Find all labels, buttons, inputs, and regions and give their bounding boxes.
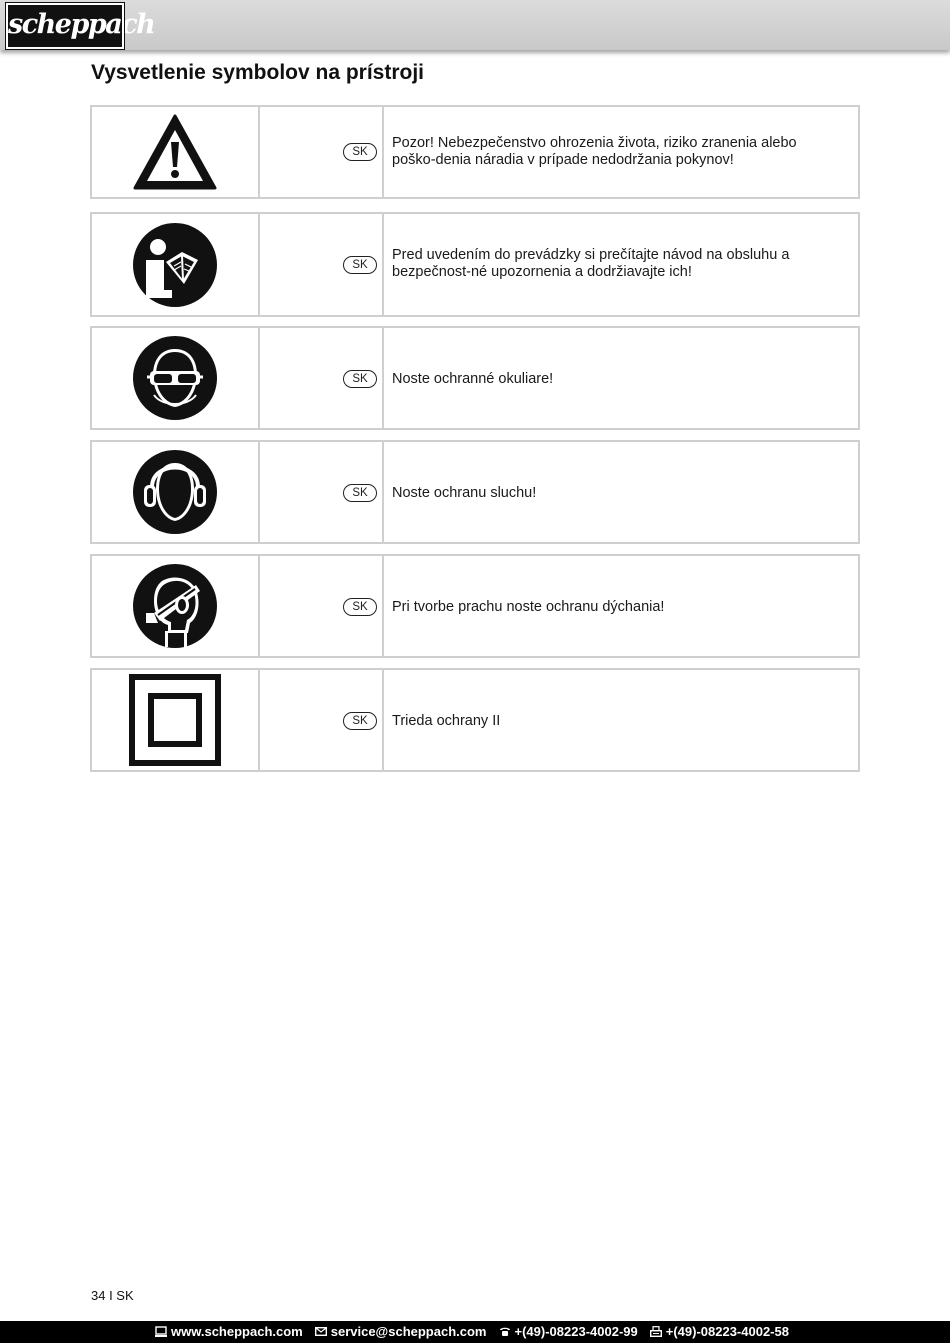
language-badge: SK (343, 598, 377, 616)
language-cell (260, 440, 384, 544)
phone-icon (499, 1326, 511, 1337)
language-badge: SK (343, 712, 377, 730)
description-cell: Trieda ochrany II (384, 668, 860, 772)
dust-mask-icon (132, 563, 218, 649)
symbol-cell (90, 668, 260, 772)
page-number: 34 I SK (91, 1288, 134, 1303)
table-row (90, 212, 860, 317)
ear-protection-icon (132, 449, 218, 535)
description-cell: Pri tvorbe prachu noste ochranu dýchania! (384, 554, 860, 658)
footer-bar (0, 1321, 950, 1343)
table-row (90, 105, 860, 199)
mail-icon (315, 1326, 327, 1337)
symbol-cell (90, 326, 260, 430)
page-title: Vysvetlenie symbolov na prístroji (91, 61, 425, 84)
symbol-cell (90, 105, 260, 199)
website-link[interactable]: www.scheppach.com (171, 1324, 303, 1339)
protection-class-ii-icon (129, 674, 221, 766)
fax-icon (650, 1326, 662, 1337)
fax-number[interactable]: +(49)-08223-4002-58 (665, 1324, 789, 1339)
phone-number[interactable]: +(49)-08223-4002-99 (514, 1324, 638, 1339)
header-bar (0, 0, 950, 50)
language-badge: SK (343, 484, 377, 502)
scheppach-logo[interactable]: scheppach (6, 3, 124, 49)
language-badge: SK (343, 256, 377, 274)
description-cell: Noste ochranné okuliare! (384, 326, 860, 430)
symbol-cell (90, 212, 260, 317)
description-cell: Noste ochranu sluchu! (384, 440, 860, 544)
email-link[interactable]: service@scheppach.com (330, 1324, 487, 1339)
table-row (90, 554, 860, 658)
footer-email[interactable] (315, 1324, 487, 1339)
table-row (90, 668, 860, 772)
language-badge: SK (343, 143, 377, 161)
table-row (90, 326, 860, 430)
description-cell: Pred uvedením do prevádzky si prečítajte návod na obsluhu a bezpečnost-né upozornenia a dodržiavajte ich! (384, 212, 860, 317)
read-manual-icon (132, 222, 218, 308)
footer-fax[interactable] (650, 1324, 789, 1339)
language-cell (260, 668, 384, 772)
language-cell (260, 212, 384, 317)
safety-goggles-icon (132, 335, 218, 421)
language-cell (260, 105, 384, 199)
symbol-cell (90, 554, 260, 658)
footer-website[interactable] (155, 1324, 303, 1339)
symbol-table (90, 105, 860, 782)
computer-icon (155, 1326, 167, 1337)
language-cell (260, 326, 384, 430)
language-badge: SK (343, 370, 377, 388)
warning-triangle-icon (132, 112, 218, 192)
description-cell: Pozor! Nebezpečenstvo ohrozenia života, riziko zranenia alebo poško-denia náradia v prípade nedodržania pokynov! (384, 105, 860, 199)
symbol-cell (90, 440, 260, 544)
table-row (90, 440, 860, 544)
footer-phone[interactable] (499, 1324, 638, 1339)
language-cell (260, 554, 384, 658)
